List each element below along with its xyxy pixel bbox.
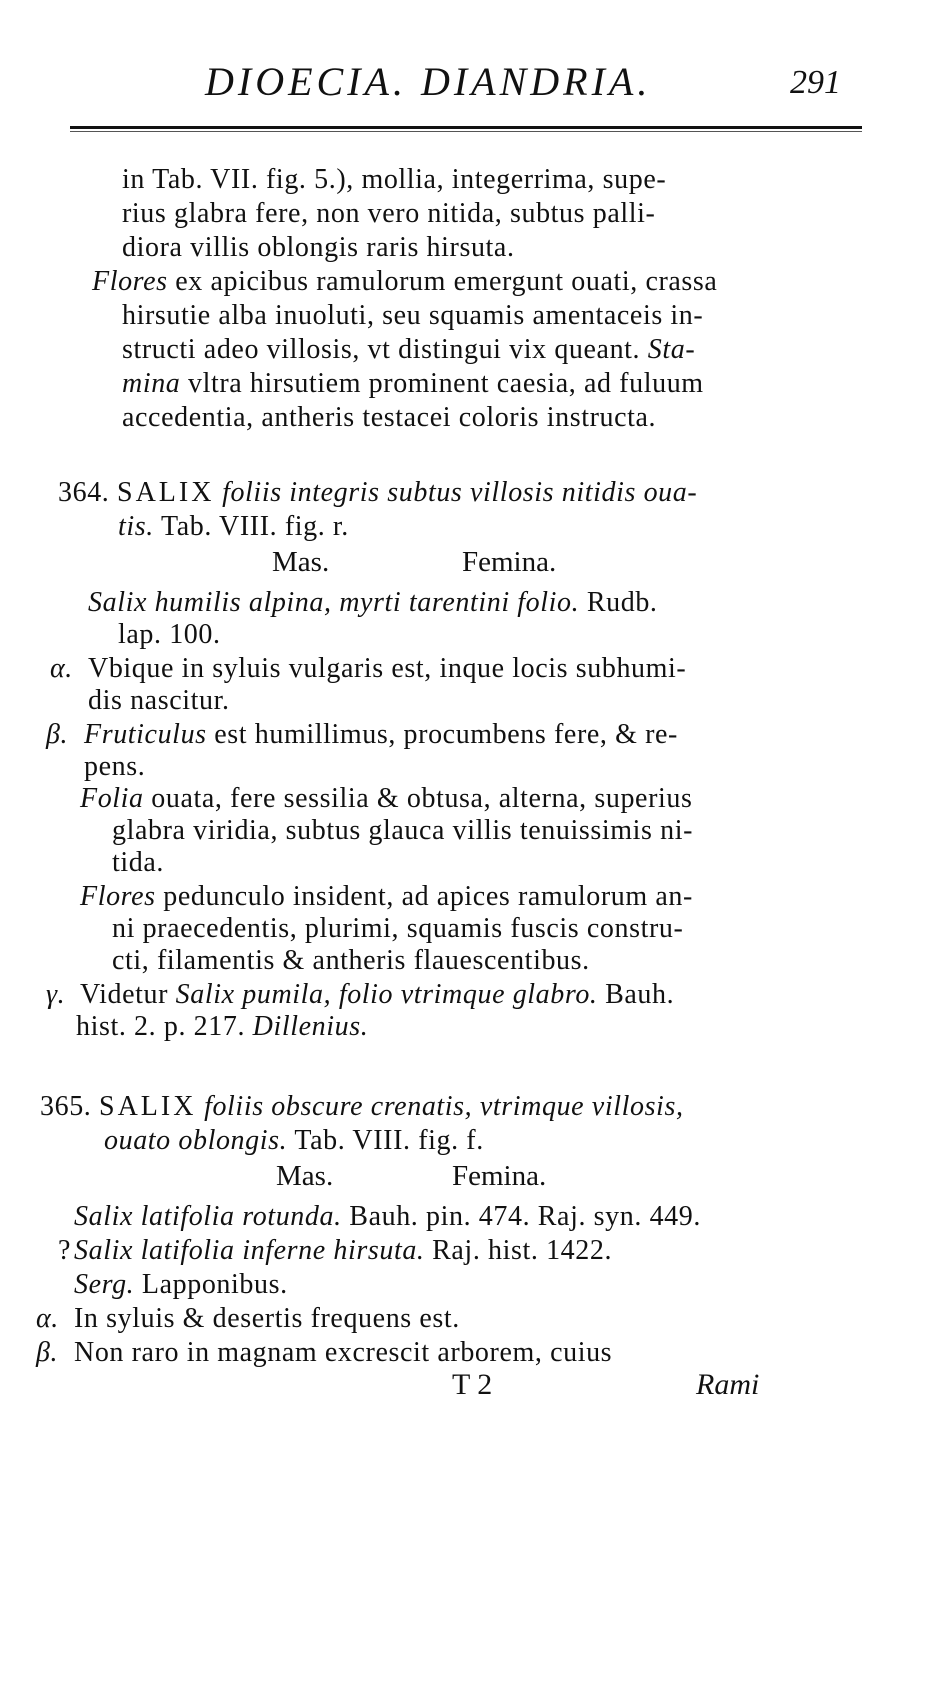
term: Flores (92, 266, 168, 297)
text-line: dis nascitur. (88, 685, 230, 716)
text-line: ni praecedentis, plurimi, squamis fuscis constru- (112, 913, 684, 944)
query-marker: ? (58, 1235, 72, 1266)
term: mina (122, 368, 181, 399)
entry-heading-cont (118, 510, 349, 544)
source: Bauh. pin. 474. Raj. syn. 449. (341, 1201, 701, 1232)
text-line (80, 978, 674, 1012)
diagnosis: foliis obscure crenatis, vtrimque villosis, (204, 1091, 684, 1122)
sex-label-mas: Mas. (272, 546, 330, 578)
variety-marker: γ. (46, 979, 66, 1010)
synonym-line (74, 1200, 701, 1234)
page-number: 291 (790, 64, 841, 101)
text-line: in Tab. VII. fig. 5.), mollia, integerrima, supe- (122, 164, 667, 195)
running-header: DIOECIA. DIANDRIA. (205, 59, 652, 104)
text-line: tida. (112, 847, 164, 878)
entry-heading (40, 1090, 684, 1124)
term: Flores (80, 881, 156, 912)
text-span: hist. 2. p. 217. (76, 1011, 253, 1042)
term: Sta- (647, 334, 696, 365)
author: Dillenius. (252, 1011, 369, 1042)
text-span: est humillimus, procumbens fere, & re- (206, 719, 678, 750)
language-label: Serg. (74, 1269, 135, 1300)
text-line: lap. 100. (118, 619, 221, 650)
synonym-line (88, 586, 658, 620)
term: Folia (80, 783, 144, 814)
text-line (80, 782, 692, 816)
text-span: Videtur (80, 979, 176, 1010)
text-span: ex apicibus ramulorum emergunt ouati, crassa (167, 266, 718, 297)
source: Raj. hist. 1422. (424, 1235, 613, 1266)
signature-mark: T 2 (452, 1368, 493, 1401)
synonym: Salix latifolia inferne hirsuta. (74, 1235, 425, 1266)
text-line (122, 333, 695, 367)
diagnosis: ouato oblongis. (104, 1125, 288, 1156)
text-line (92, 265, 717, 299)
source: Bauh. (597, 979, 675, 1010)
variety-marker: α. (50, 653, 73, 684)
text-line: Non raro in magnam excrescit arborem, cuius (74, 1337, 613, 1368)
text-line: pens. (84, 751, 146, 782)
variety-marker: β. (36, 1337, 59, 1368)
source: Rudb. (579, 587, 658, 618)
sex-label-femina: Femina. (462, 546, 557, 578)
text-line: accedentia, antheris testacei coloris instructa. (122, 402, 657, 433)
catchword: Rami (696, 1368, 760, 1401)
sex-label-femina: Femina. (452, 1160, 547, 1192)
text-span: pedunculo insident, ad apices ramulorum an- (155, 881, 693, 912)
plate-reference: Tab. VIII. fig. f. (287, 1125, 484, 1156)
text-line: Vbique in syluis vulgaris est, inque locis subhumi- (88, 653, 687, 684)
entry-heading-cont (104, 1124, 484, 1158)
header-rule (70, 126, 862, 132)
entry-heading (58, 476, 697, 510)
synonym-line (74, 1234, 612, 1268)
text-span: structi adeo villosis, vt distingui vix queant. (122, 334, 648, 365)
synonym: Salix latifolia rotunda. (74, 1201, 342, 1232)
genus-name: SALIX (117, 477, 215, 508)
synonym: Salix pumila, folio vtrimque glabro. (175, 979, 598, 1010)
text-line (76, 1010, 368, 1044)
text-span: Lapponibus. (134, 1269, 288, 1300)
text-line: cti, filamentis & antheris flauescentibus. (112, 945, 590, 976)
text-span: ouata, fere sessilia & obtusa, alterna, superius (143, 783, 693, 814)
text-span: vltra hirsutiem prominent caesia, ad fuluum (180, 368, 704, 399)
text-line: glabra viridia, subtus glauca villis tenuissimis ni- (112, 815, 694, 846)
variety-marker: β. (46, 719, 69, 750)
text-line: hirsutie alba inuoluti, seu squamis amentaceis in- (122, 300, 704, 331)
text-line (122, 367, 704, 401)
text-line (80, 880, 693, 914)
text-line: In syluis & desertis frequens est. (74, 1303, 460, 1334)
text-line (84, 718, 678, 752)
synonym-line (74, 1268, 288, 1302)
variety-marker: α. (36, 1303, 59, 1334)
text-line: diora villis oblongis raris hirsuta. (122, 232, 515, 263)
diagnosis: tis. (118, 511, 154, 542)
synonym: Salix humilis alpina, myrti tarentini folio. (88, 587, 580, 618)
diagnosis: foliis integris subtus villosis nitidis oua- (222, 477, 698, 508)
genus-name: SALIX (99, 1091, 197, 1122)
text-line: rius glabra fere, non vero nitida, subtus palli- (122, 198, 656, 229)
term: Fruticulus (84, 719, 207, 750)
sex-label-mas: Mas. (276, 1160, 334, 1192)
entry-number: 365. (40, 1091, 92, 1122)
entry-number: 364. (58, 477, 110, 508)
plate-reference: Tab. VIII. fig. r. (153, 511, 349, 542)
